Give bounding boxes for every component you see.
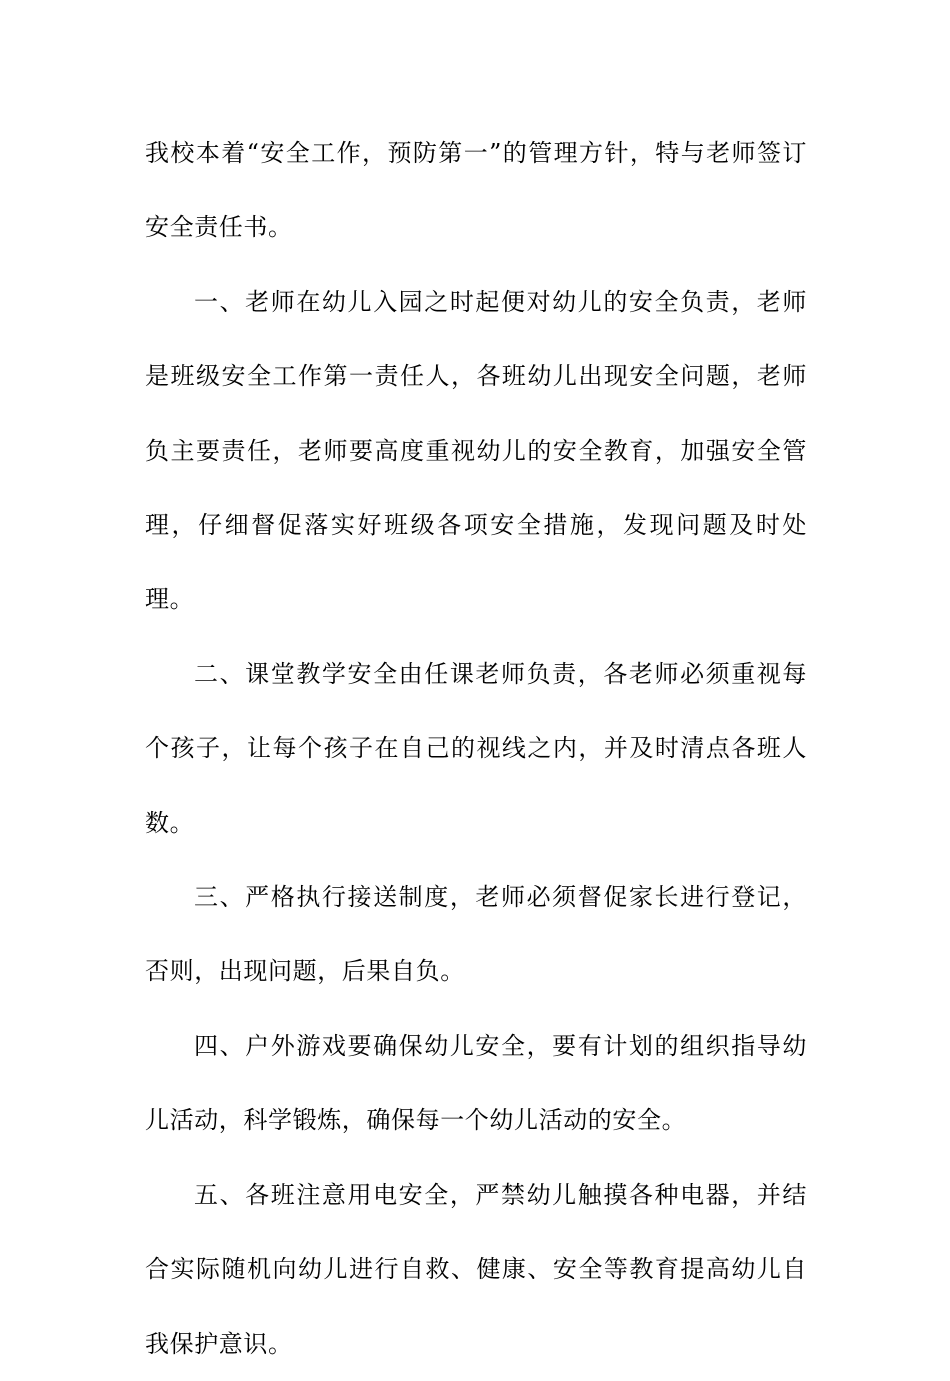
document-body xyxy=(145,116,807,1381)
paragraph-item-4: 四、户外游戏要确保幼儿安全，要有计划的组织指导幼儿活动，科学锻炼，确保每一个幼儿活动的安全。 xyxy=(145,1031,807,1135)
paragraph-item-3: 三、严格执行接送制度，老师必须督促家长进行登记，否则，出现问题，后果自负。 xyxy=(145,883,807,986)
paragraph-item-5: 五、各班注意用电安全，严禁幼儿触摸各种电器，并结合实际随机向幼儿进行自救、健康、安全等教育提高幼儿自我保护意识。 xyxy=(145,1180,807,1358)
paragraph-item-2: 二、课堂教学安全由任课老师负责，各老师必须重视每个孩子，让每个孩子在自己的视线之内，并及时清点各班人数。 xyxy=(145,659,807,837)
paragraph-intro: 我校本着“安全工作，预防第一”的管理方针，特与老师签订安全责任书。 xyxy=(145,139,807,242)
paragraph-item-1: 一、老师在幼儿入园之时起便对幼儿的安全负责，老师是班级安全工作第一责任人，各班幼儿出现安全问题，老师负主要责任，老师要高度重视幼儿的安全教育，加强安全管理，仔细督促落实好班级各项安全措施，发现问题及时处理。 xyxy=(145,287,807,614)
